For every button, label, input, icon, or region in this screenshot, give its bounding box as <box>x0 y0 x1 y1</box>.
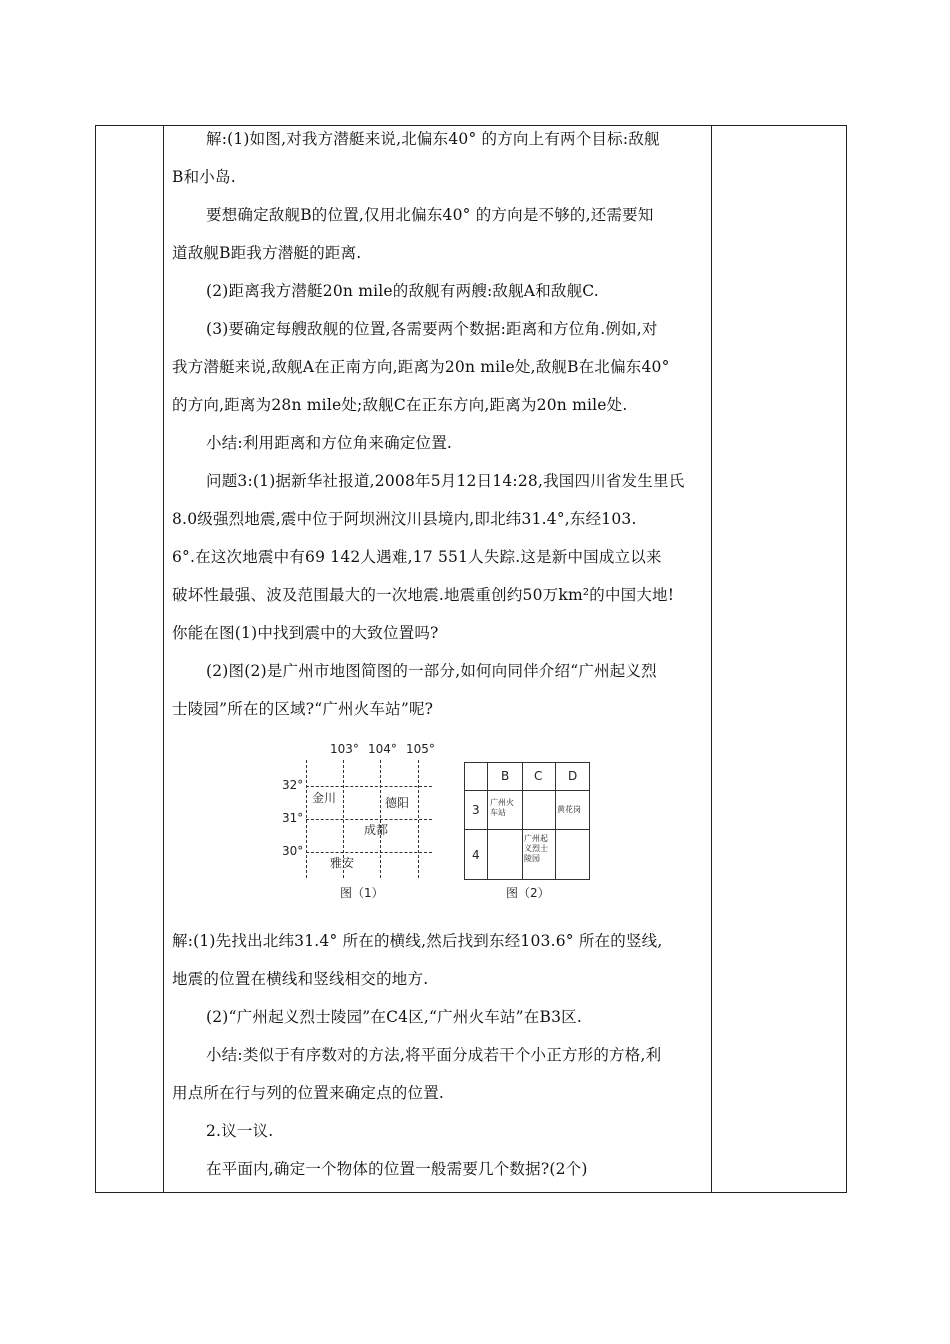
paragraph: 地震的位置在横线和竖线相交的地方. <box>172 970 429 988</box>
longitude-label: 105° <box>406 742 435 756</box>
paragraph: 问题3:(1)据新华社报道,2008年5月12日14:28,我国四川省发生里氏 <box>206 472 685 490</box>
paragraph: 用点所在行与列的位置来确定点的位置. <box>172 1084 445 1102</box>
grid-line <box>555 762 556 880</box>
column-divider <box>711 126 712 1192</box>
figure-1-map-grid <box>270 742 460 902</box>
paragraph: 6°.在这次地震中有69 142人遇难,17 551人失踪.这是新中国成立以来 <box>172 548 662 566</box>
paragraph: (3)要确定每艘敌舰的位置,各需要两个数据:距离和方位角.例如,对 <box>206 320 658 338</box>
place-label: 成都 <box>364 823 389 837</box>
place-label: 雅安 <box>330 856 355 870</box>
paragraph: 我方潜艇来说,敌舰A在正南方向,距离为20n mile处,敌舰B在北偏东40° <box>172 358 670 376</box>
column-header: B <box>501 769 510 783</box>
paragraph: (2)图(2)是广州市地图简图的一部分,如何向同伴介绍“广州起义烈 <box>206 662 657 680</box>
cell-label: 黄花岗 <box>557 805 581 814</box>
grid-line <box>464 829 590 830</box>
place-label: 德阳 <box>385 796 410 810</box>
paragraph: 解:(1)如图,对我方潜艇来说,北偏东40° 的方向上有两个目标:敌舰 <box>206 130 660 148</box>
cell-label: 广州火车站 <box>490 798 514 817</box>
paragraph: 小结:类似于有序数对的方法,将平面分成若干个小正方形的方格,利 <box>206 1046 662 1064</box>
grid-line <box>306 819 432 820</box>
grid-line <box>464 790 590 791</box>
place-label: 金川 <box>312 791 337 805</box>
column-header: C <box>534 769 543 783</box>
grid-line <box>522 762 523 880</box>
paragraph: 2.议一议. <box>206 1122 274 1140</box>
latitude-label: 32° <box>282 778 304 792</box>
column-header: D <box>568 769 578 783</box>
paragraph: B和小岛. <box>172 168 236 186</box>
figure-caption: 图（1） <box>340 886 384 900</box>
paragraph: 8.0级强烈地震,震中位于阿坝洲汶川县境内,即北纬31.4°,东经103. <box>172 510 637 528</box>
longitude-label: 104° <box>368 742 397 756</box>
paragraph: 解:(1)先找出北纬31.4° 所在的横线,然后找到东经103.6° 所在的竖线, <box>172 932 663 950</box>
latitude-label: 30° <box>282 844 304 858</box>
paragraph: 要想确定敌舰B的位置,仅用北偏东40° 的方向是不够的,还需要知 <box>206 206 654 224</box>
paragraph: 小结:利用距离和方位角来确定位置. <box>206 434 453 452</box>
paragraph: (2)“广州起义烈士陵园”在C4区,“广州火车站”在B3区. <box>206 1008 582 1026</box>
column-divider <box>163 126 164 1192</box>
grid-line <box>306 786 432 787</box>
row-header: 3 <box>472 803 480 817</box>
paragraph: (2)距离我方潜艇20n mile的敌舰有两艘:敌舰A和敌舰C. <box>206 282 599 300</box>
paragraph: 破坏性最强、波及范围最大的一次地震.地震重创约50万km²的中国大地! <box>172 586 675 604</box>
cell-label: 广州起义烈士陵园 <box>524 834 548 863</box>
latitude-label: 31° <box>282 811 304 825</box>
paragraph: 士陵园”所在的区域?“广州火车站”呢? <box>172 700 434 718</box>
row-header: 4 <box>472 848 480 862</box>
paragraph: 在平面内,确定一个物体的位置一般需要几个数据?(2个) <box>206 1160 588 1178</box>
paragraph: 道敌舰B距我方潜艇的距离. <box>172 244 362 262</box>
paragraph: 的方向,距离为28n mile处;敌舰C在正东方向,距离为20n mile处. <box>172 396 628 414</box>
figure-2-city-grid <box>462 762 592 902</box>
paragraph: 你能在图(1)中找到震中的大致位置吗? <box>172 624 439 642</box>
grid-line <box>487 762 488 880</box>
grid-line <box>306 852 432 853</box>
longitude-label: 103° <box>330 742 359 756</box>
figure-caption: 图（2） <box>506 886 550 900</box>
